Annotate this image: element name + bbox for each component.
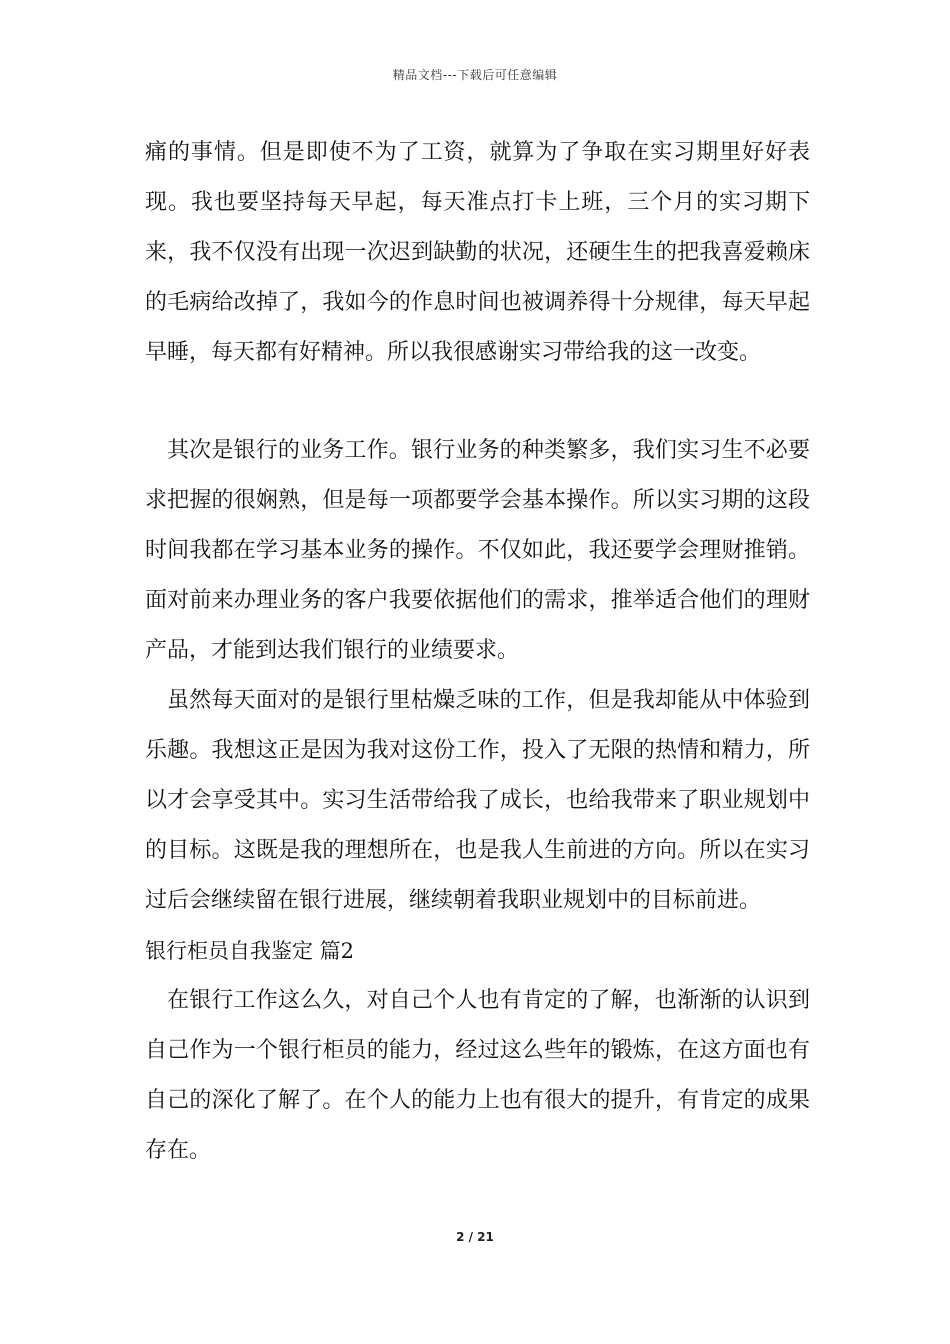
paragraph: 虽然每天面对的是银行里枯燥乏味的工作，但是我却能从中体验到乐趣。我想这正是因为我对这份工作，投入了无限的热情和精力，所以才会享受其中。实习生活带给我了成长，也给我带来了职业规划中的目标。这既是我的理想所在，也是我人生前进的方向。所以在实习过后会继续留在银行进展，继续朝着我职业规划中的目标前进。 bbox=[145, 688, 810, 913]
document-body bbox=[145, 128, 810, 1176]
paragraph: 在银行工作这么久，对自己个人也有肯定的了解，也渐渐的认识到自己作为一个银行柜员的能力，经过这么些年的锻炼，在这方面也有自己的深化了解了。在个人的能力上也有很大的提升，有肯定的成果存在。 bbox=[145, 988, 810, 1163]
paragraph-gap bbox=[145, 378, 810, 426]
paragraph: 痛的事情。但是即使不为了工资，就算为了争取在实习期里好好表现。我也要坚持每天早起，每天准点打卡上班，三个月的实习期下来，我不仅没有出现一次迟到缺勤的状况，还硬生生的把我喜爱赖床的毛病给改掉了，我如今的作息时间也被调养得十分规律，每天早起早睡，每天都有好精神。所以我很感谢实习带给我的这一改变。 bbox=[145, 140, 810, 365]
page-number: 2 / 21 bbox=[456, 1230, 494, 1244]
paragraph: 其次是银行的业务工作。银行业务的种类繁多，我们实习生不必要求把握的很娴熟，但是每一项都要学会基本操作。所以实习期的这段时间我都在学习基本业务的操作。不仅如此，我还要学会理财推销。面对前来办理业务的客户我要依据他们的需求，推举适合他们的理财产品，才能到达我们银行的业绩要求。 bbox=[145, 438, 810, 663]
section-title: 银行柜员自我鉴定 篇2 bbox=[145, 939, 355, 963]
page-header: 精品文档---下载后可任意编辑 bbox=[392, 68, 558, 82]
